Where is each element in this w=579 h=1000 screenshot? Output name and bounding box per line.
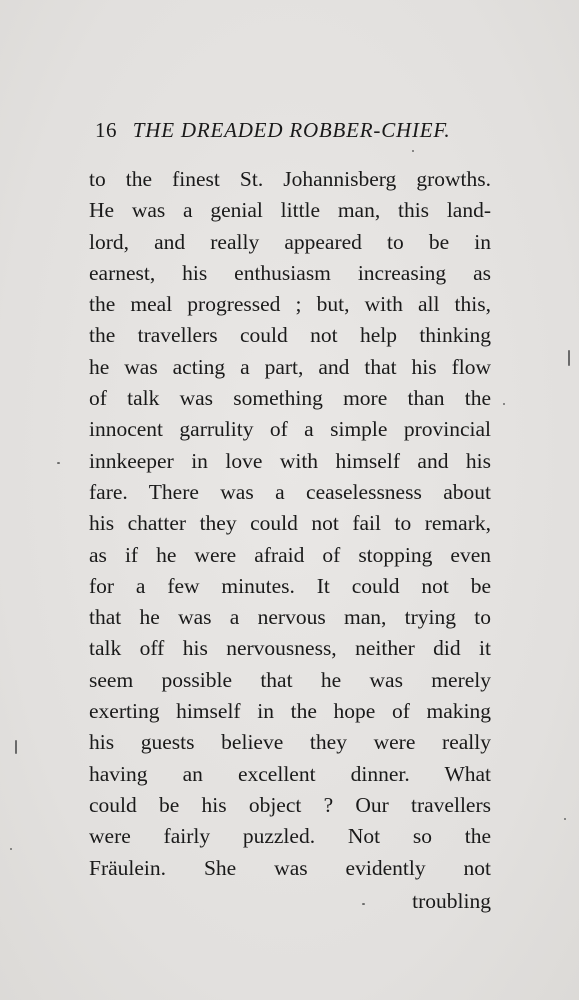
text-line: his chatter they could not fail to remark,	[89, 511, 491, 536]
text-line: lord, and really appeared to be in	[89, 229, 491, 254]
running-head: THE DREADED ROBBER-CHIEF.	[132, 118, 451, 142]
text-line: the meal progressed ; but, with all this,	[89, 292, 491, 317]
text-line: innkeeper in love with himself and his	[89, 448, 491, 473]
page-number: 16	[95, 118, 117, 142]
text-line: earnest, his enthusiasm increasing as	[89, 260, 491, 285]
page-header	[95, 118, 515, 148]
catchword: troubling	[412, 888, 491, 913]
paper-speck	[503, 403, 505, 405]
text-line: of talk was something more than the	[89, 386, 491, 411]
paper-speck	[15, 740, 17, 754]
text-line: seem possible that he was merely	[89, 667, 491, 692]
text-line: that he was a nervous man, trying to	[89, 605, 491, 630]
paper-speck	[564, 818, 566, 820]
text-line: Fräulein. She was evidently not	[89, 855, 491, 880]
text-line: for a few minutes. It could not be	[89, 573, 491, 598]
text-line: were fairly puzzled. Not so the	[89, 824, 491, 849]
text-line: the travellers could not help thinking	[89, 323, 491, 348]
text-line: his guests believe they were really	[89, 730, 491, 755]
paper-speck	[362, 903, 365, 905]
body-text	[89, 164, 491, 917]
paper-speck	[10, 848, 12, 850]
text-line: he was acting a part, and that his flow	[89, 354, 491, 379]
text-line: He was a genial little man, this land-	[89, 198, 491, 223]
text-line: talk off his nervousness, neither did it	[89, 636, 491, 661]
paper-speck	[568, 350, 570, 366]
paper-speck	[412, 150, 414, 152]
text-line: as if he were afraid of stopping even	[89, 542, 491, 567]
paper-speck	[57, 462, 60, 464]
text-line: could be his object ? Our travellers	[89, 792, 491, 817]
text-line: innocent garrulity of a simple provincial	[89, 417, 491, 442]
text-line: to the finest St. Johannisberg growths.	[89, 167, 491, 191]
text-line: exerting himself in the hope of making	[89, 699, 491, 724]
text-line: having an excellent dinner. What	[89, 761, 491, 786]
text-line: fare. There was a ceaselessness about	[89, 479, 491, 504]
